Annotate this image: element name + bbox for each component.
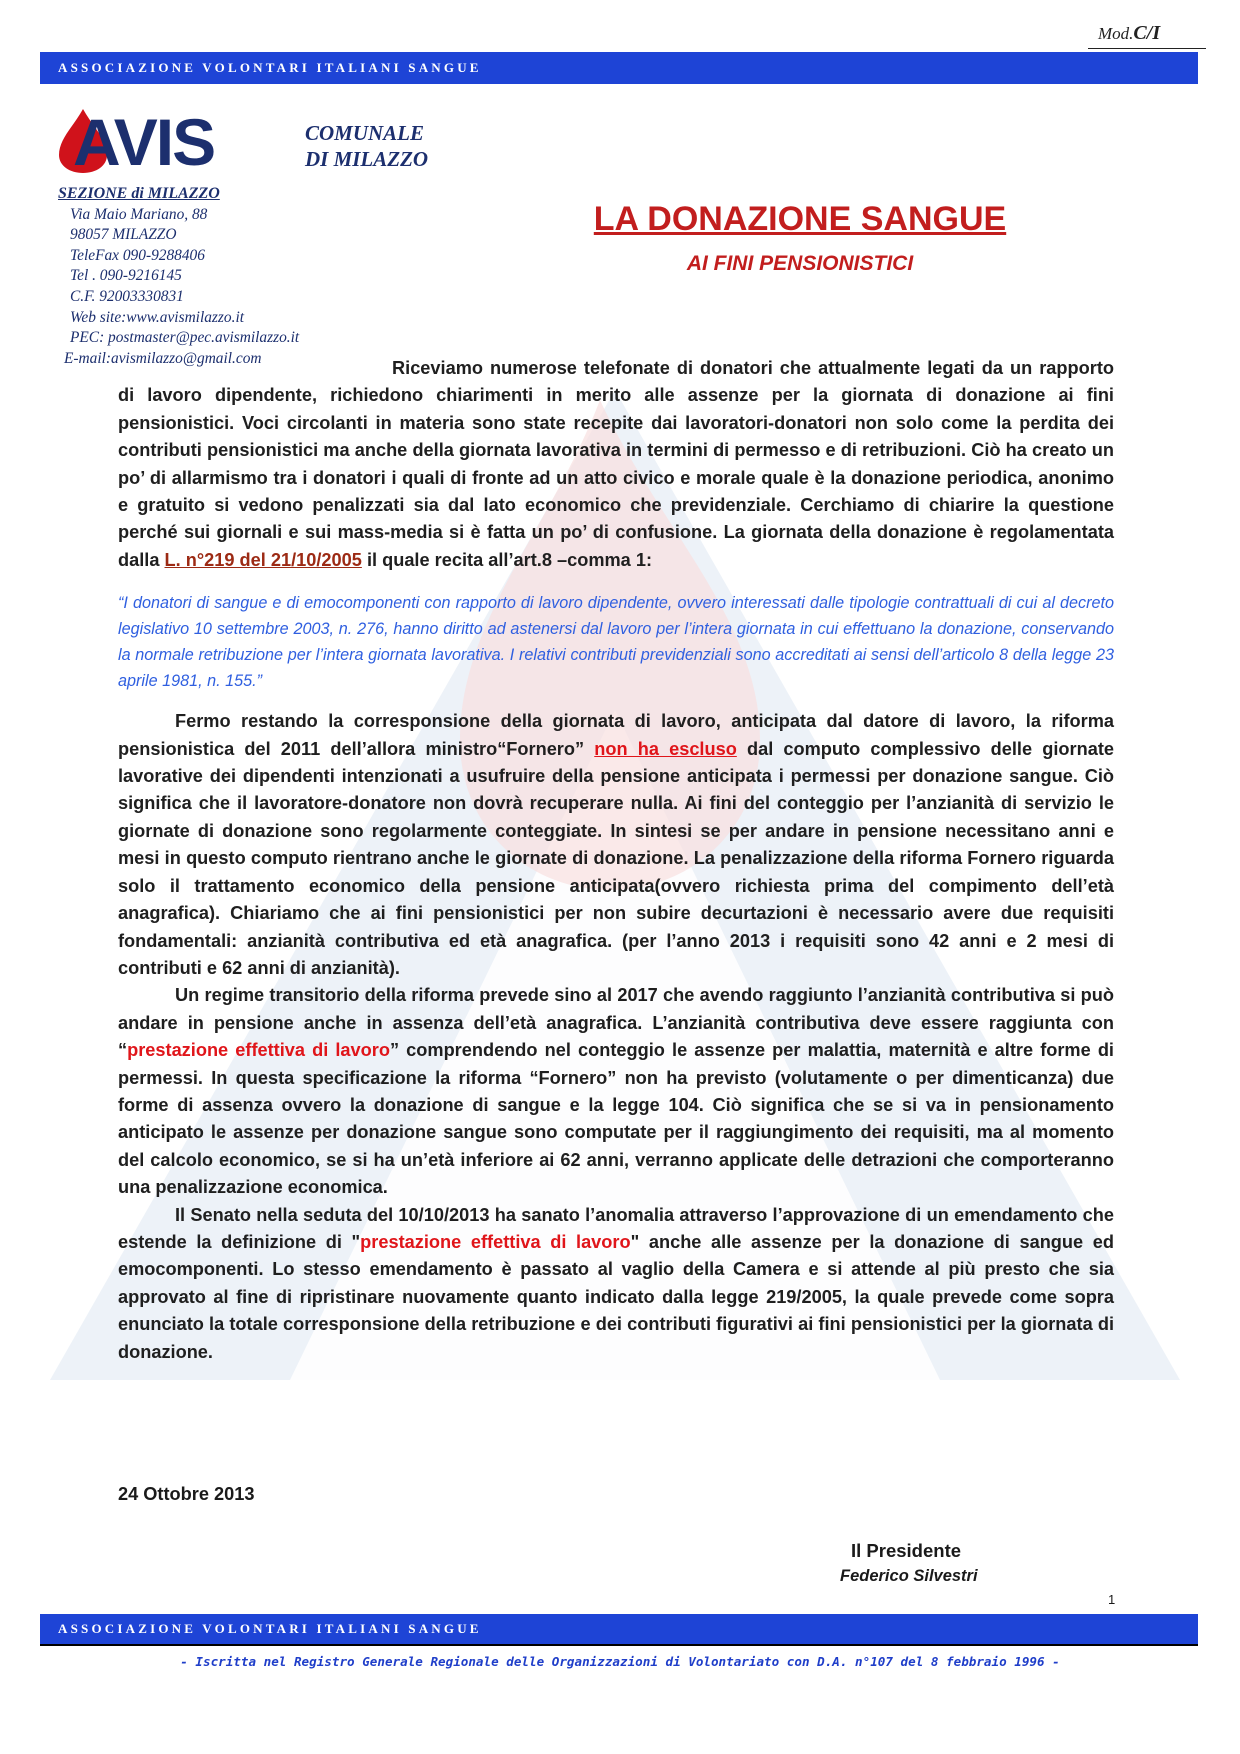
- avis-logo-text: AVIS: [73, 105, 215, 175]
- document-title: LA DONAZIONE SANGUE: [593, 200, 1007, 238]
- cf-line: C.F. 92003330831: [70, 287, 184, 305]
- paragraph-senato: Il Senato nella seduta del 10/10/2013 ha sanato l’anomalia attraverso l’approvazione di un emendamento che estende la definizione di "prestazione effettiva di lavoro" anche alle assenze per la donazione di sangue ed emocomponenti. Lo stesso emendamento è passato al vaglio della Camera e si attende al più presto che sia approvato al fine di ripristinare nuovamente quanto indicato dalla legge 219/2005, la quale prevede come sopra enunciato la totale corresponsione della retribuzione e dei contributi figurativi ai fini pensionistici per la giornata di donazione.: [118, 1204, 1114, 1362]
- signature-name: Federico Silvestri: [840, 1567, 978, 1585]
- comunale-label: COMUNALE: [305, 121, 425, 145]
- comunale-heading: [305, 120, 428, 172]
- header-banner: [40, 52, 1198, 84]
- highlight-prestazione: prestazione effettiva di lavoro: [127, 1040, 390, 1061]
- header-banner-text: ASSOCIAZIONE VOLONTARI ITALIANI SANGUE: [58, 60, 482, 75]
- document-date: 24 Ottobre 2013: [118, 1484, 255, 1504]
- highlight-non-ha-escluso: non ha escluso: [594, 738, 737, 759]
- address-line: 98057 MILAZZO: [70, 226, 177, 244]
- page-number: 1: [1108, 1592, 1116, 1607]
- document-body: [118, 355, 1114, 1366]
- footer-banner-text: ASSOCIAZIONE VOLONTARI ITALIANI SANGUE: [58, 1621, 482, 1636]
- registration-note: - Iscritta nel Registro Generale Regionale delle Organizzazioni di Volontariato con D.A. n°107 del 8 febbraio 1996 -: [180, 1654, 1060, 1669]
- document-subtitle: AI FINI PENSIONISTICI: [686, 252, 914, 275]
- telefax-line: TeleFax 090-9288406: [70, 246, 205, 264]
- section-name: SEZIONE di MILAZZO: [58, 185, 220, 202]
- paragraph-fornero: Fermo restando la corresponsione della giornata di lavoro, anticipata dal datore di lavoro, la riforma pensionistica del 2011 dell’allora ministro“Fornero” non ha escluso dal computo complessivo delle giornate lavorative dei dipendenti intenzionati a usufruire della pensione anticipata i permessi per donazione sangue. Ciò significa che il lavoratore-donatore non dovrà recuperare nulla. Ai fini del conteggio per l’anzianità di servizio le giornate di donazione sono regolarmente conteggiate. In sintesi se per andare in pensione necessitano anni e mesi in questo computo rientrano anche le giornate di donazione. La penalizzazione della riforma Fornero riguarda solo il trattamento economico della pensione anticipata(ovvero richiesta prima del compimento dell’età anagrafica). Chiariamo che ai fini pensionistici per non subire decurtazioni è necessario avere due requisiti fondamentali: anzianità contributiva ed età anagrafica. (per l’anno 2013 i requisiti sono 42 anni e 2 mesi di contributi e 62 anni di anzianità).: [118, 711, 1114, 978]
- footer-banner: [40, 1614, 1198, 1646]
- address-block: [58, 184, 299, 369]
- paragraph-transitorio: Un regime transitorio della riforma prevede sino al 2017 che avendo raggiunto l’anzianità contributiva si può andare in pensione anche in assenza dell’età anagrafica. L’anzianità contributiva deve essere raggiunta con “prestazione effettiva di lavoro” comprendendo nel conteggio le assenze per malattia, maternità e altre forme di permessi. In questa specificazione la riforma “Fornero” non ha previsto (volutamente o per dimenticanza) due forme di assenza ovvero la donazione di sangue e la legge 104. Ciò significa che se si va in pensionamento anticipato le assenze per donazione sangue sono computate per il raggiungimento dei requisiti, ma al momento del calcolo economico, se si ha un’età inferiore ai 62 anni, verranno applicate delle detrazioni che comporteranno una penalizzazione economica.: [118, 985, 1114, 1198]
- address-line: Via Maio Mariano, 88: [70, 205, 208, 223]
- mod-code: Mod.C/I: [1098, 22, 1161, 44]
- law-reference-link[interactable]: L. n°219 del 21/10/2005: [164, 549, 362, 570]
- law-quote: “I donatori di sangue e di emocomponenti con rapporto di lavoro dipendente, ovvero interessati dalle tipologie contrattuali di cui al decreto legislativo 10 settembre 2003, n. 276, hanno diritto ad astenersi dal lavoro per l’intera giornata in cui effettuano la donazione, conservando la normale retribuzione per l’intera giornata lavorativa. I relativi contributi previdenziali sono accreditati ai sensi dell’articolo 8 della legge 23 aprile 1981, n. 155.”: [118, 594, 1114, 691]
- avis-logo: [55, 105, 275, 175]
- signature-role: Il Presidente: [851, 1540, 962, 1561]
- highlight-prestazione: prestazione effettiva di lavoro: [360, 1231, 631, 1252]
- tel-line: Tel . 090-9216145: [70, 267, 182, 285]
- pec-line: PEC: postmaster@pec.avismilazzo.it: [70, 329, 300, 347]
- email-line: E-mail:avismilazzo@gmail.com: [64, 349, 262, 367]
- paragraph-intro: Riceviamo numerose telefonate di donatori che attualmente legati da un rapporto di lavoro dipendente, richiedono chiarimenti in merito alle assenze per la giornata di donazione ai fini pensionistici. Voci circolanti in materia sono state recepite dai lavoratori-donatori non solo come la perdita dei contributi pensionistici ma anche della giornata lavorativa in termini di permesso e di retribuzioni. Ciò ha creato un po’ di allarmismo tra i donatori i quali di fronte ad un atto civico e morale quale è la donazione periodica, anonimo e gratuito si vedono penalizzati sia dal lato economico che previdenziale. Cerchiamo di chiarire la questione perché sui giornali e sui mass-media si è fatta un po’ di confusione. La giornata della donazione è regolamentata dalla L. n°219 del 21/10/2005 il quale recita all’art.8 –comma 1:: [118, 358, 1114, 570]
- website-line: Web site:www.avismilazzo.it: [70, 308, 245, 326]
- di-milazzo-label: DI MILAZZO: [305, 147, 429, 171]
- mod-underline: [1088, 48, 1206, 49]
